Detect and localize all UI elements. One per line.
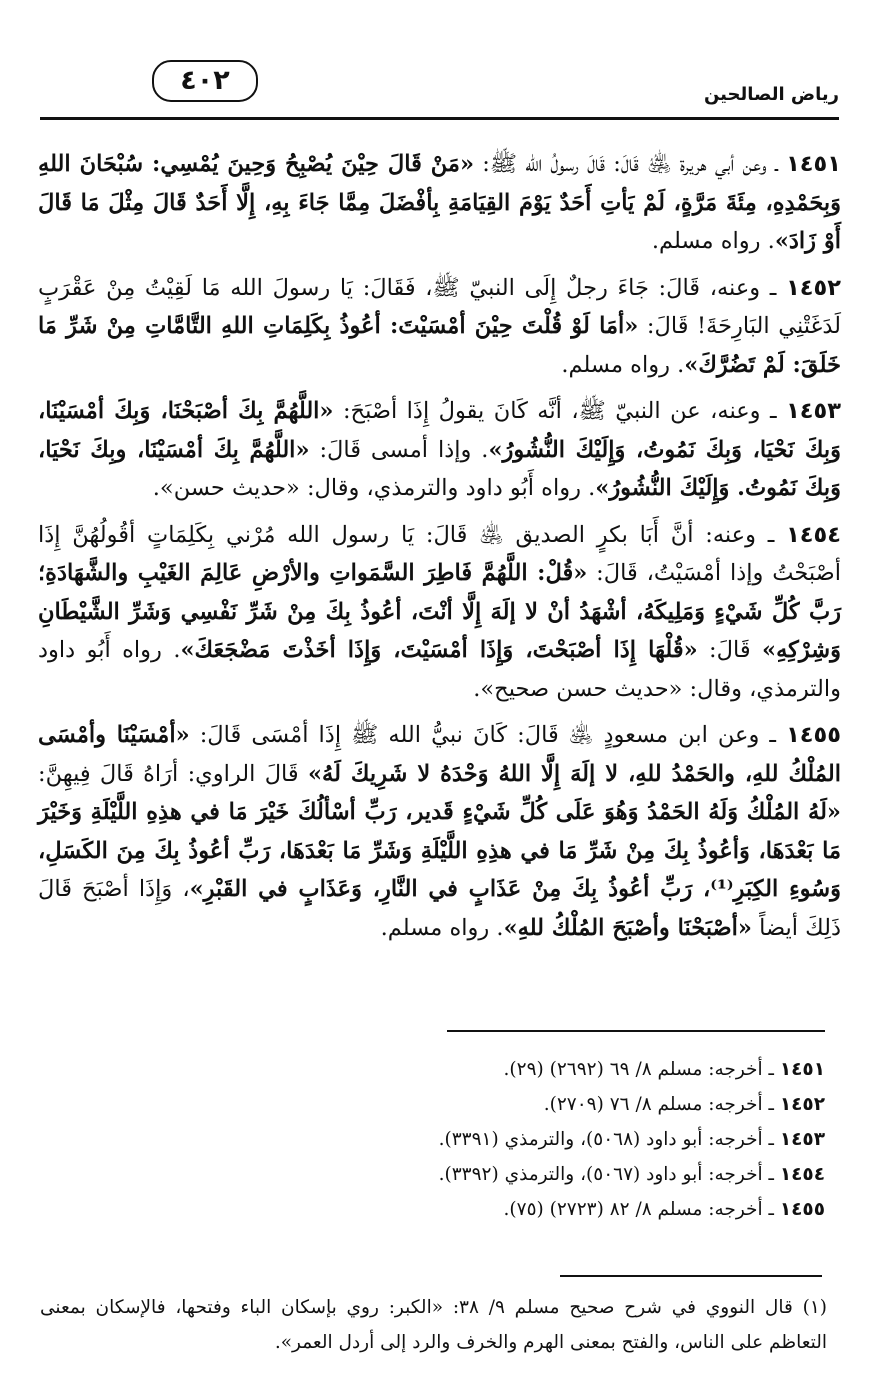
hadith-number: ١٤٥٥ [786,722,842,748]
footnote-text: ـ أخرجه: مسلم ٨/ ٦٩ (٢٦٩٢) (٢٩). [503,1059,780,1080]
hadith-intro: ـ وعن أبي هريرة ﵁ قَالَ: قَالَ رسولُ الله ﷺ: [474,151,787,177]
hadith-dua-2: «لَهُ المُلْكُ وَلَهُ الحَمْدُ وَهُوَ عَلَى كُلِّ شَيْءٍ قَدير، رَبِّ أسْألُكَ خَيْرَ مَا في هذِهِ اللَّيْلَةِ وَخَيْرَ مَا بَعْدَهَا، وَأعُوذُ بِكَ مِنْ شَرِّ مَا في هذِهِ اللَّيْلَةِ وَشَرِّ مَا بَعْدَهَا، رَبِّ أعُوذُ بِكَ مِنَ الكَسَلِ، وَسُوءِ الكِبَرِ⁽¹⁾، رَبِّ أعُوذُ بِكَ مِنْ عَذَابٍ في النَّارِ، وَعَذَابٍ في القَبْرِ» [38,799,841,902]
footnote-1452 [40,1087,825,1122]
footnote-text: ـ أخرجه: أبو داود (٥٠٦٧)، والترمذي (٣٣٩٢). [438,1164,780,1185]
hadith-dua-3: «أصْبَحْنَا وأصْبَحَ المُلْكُ للهِ» [503,914,752,941]
hadith-intro: ـ وعنه: أنَّ أَبَا بكرٍ الصديق ﵁ قَالَ: يَا رسول الله مُرْني بِكَلِمَاتٍ أقُولُهُنَّ إِذَا أصْبَحْتُ وإذا أمْسَيْتُ، قَالَ: [38,521,841,586]
header-rule [40,117,839,120]
hadith-mid: قَالَ: [697,637,763,663]
commentary-note: (١) قال النووي في شرح صحيح مسلم ٩/ ٣٨: «الكبر: روي بإسكان الباء وفتحها، فالإسكان بمعنى التعاظم على الناس، والفتح بمعنى الهرم والخرف والرد إلى أردل العمر». [40,1297,827,1353]
hadith-outro: . رواه مسلم. [380,914,504,941]
hadith-1452 [38,269,841,385]
hadith-dua: «قُلْ: اللَّهُمَّ فَاطِرَ السَّمَواتِ والأرْضِ عَالِمَ الغَيْبِ والشَّهَادَةِ؛ رَبَّ كُلِّ شَيْءٍ وَمَلِيكَهُ، أشْهَدُ أنْ لا إلَهَ إِلَّا أنْتَ، أعُوذُ بِكَ مِنْ شَرِّ نَفْسِي وَشَرِّ الشَّيْطَانِ وَشِرْكِهِ» [38,560,842,663]
hadith-mid-2: ، وَإِذَا أصْبَحَ قَالَ ذَلِكَ أيضاً [38,876,841,941]
footnote-1455 [40,1192,825,1227]
hadith-1453 [38,392,841,508]
hadith-1451 [38,145,841,261]
footnote-number: ١٤٥٣ [779,1129,825,1150]
hadith-outro: . رواه أَبُو داود والترمذي، وقال: «حديث حسن». [152,475,596,501]
hadith-mid: قَالَ الراوي: أرَاهُ قَالَ فِيهِنَّ: [38,760,308,787]
footnote-1453 [40,1122,825,1157]
hadith-intro: ـ وعن ابن مسعودٍ ﵁ قَالَ: كَانَ نبيُّ الله ﷺ إِذَا أمْسَى قَالَ: [189,722,787,748]
running-header [40,60,839,120]
main-text [38,145,841,955]
hadith-number: ١٤٥١ [786,151,841,177]
hadith-outro: . رواه مسلم. [651,228,775,254]
hadith-outro: . رواه أَبُو داود والترمذي، وقال: «حديث حسن صحيح». [38,637,841,702]
hadith-dua: «أمْسَيْنَا وأمْسَى المُلْكُ للهِ، والحَمْدُ للهِ، لا إلَهَ إِلَّا اللهُ وَحْدَهُ لا شَرِيكَ لَهُ» [38,722,841,787]
source-footnotes [40,1052,825,1227]
footnote-number: ١٤٥٢ [779,1094,825,1115]
hadith-dua-2: «اللَّهُمَّ بِكَ أمْسَيْنَا، وبِكَ نَحْيَا، وَبِكَ نَمُوتُ. وَإِلَيْكَ النُّشُورُ» [38,436,841,501]
hadith-intro: ـ وعنه، عن النبيّ ﷺ، أنَّه كَانَ يقولُ إِذَا أصْبَحَ: [333,398,787,424]
hadith-number: ١٤٥٤ [786,521,841,548]
hadith-1455 [38,716,841,947]
hadith-1454 [38,516,841,709]
hadith-outro: . رواه مسلم. [561,351,685,378]
hadith-intro: ـ وعنه، قَالَ: جَاءَ رجلٌ إِلَى النبيّ ﷺ، فَقَالَ: يَا رسولَ الله مَا لَقِيْتُ مِنْ عَقْرَبٍ لَدَغَتْنِي البَارِحَةَ! قَالَ: [38,274,841,339]
hadith-dua: «اللَّهُمَّ بِكَ أصْبَحْنَا، وَبِكَ أمْسَيْنَا، وَبِكَ نَحْيَا، وَبِكَ نَمُوتُ، وَإِلَيْكَ النُّشُورُ» [38,398,841,463]
hadith-dua: «أمَا لَوْ قُلْتَ حِيْنَ أمْسَيْتَ: أعُوذُ بِكَلِمَاتِ اللهِ التَّامَّاتِ مِنْ شَرِّ مَا خَلَقَ: لَمْ تَضُرَّكَ» [38,313,841,378]
footnote-1454 [40,1157,825,1192]
footnote-number: ١٤٥٤ [779,1164,825,1185]
footnote-text: ـ أخرجه: مسلم ٨/ ٧٦ (٢٧٠٩). [543,1094,780,1115]
hadith-dua: «مَنْ قَالَ حِيْنَ يُصْبِحُ وَحِينَ يُمْسِي: سُبْحَانَ اللهِ وَبِحَمْدِهِ، مِئَةَ مَرَّةٍ، لَمْ يَأتِ أَحَدٌ يَوْمَ القِيَامَةِ بِأفْضَلَ مِمَّا جَاءَ بِهِ، إِلَّا أَحَدٌ قَالَ مِثْلَ مَا قَالَ أَوْ زَادَ» [38,151,841,254]
footnote-1451 [40,1052,825,1087]
book-title: رياض الصالحين [703,84,839,105]
hadith-dua-2: «قُلْهَا إِذَا أصْبَحْتَ، وَإِذَا أمْسَيْتَ، وَإِذَا أخَذْتَ مَضْجَعَكَ» [180,637,698,663]
footnote-text: ـ أخرجه: مسلم ٨/ ٨٢ (٢٧٢٣) (٧٥). [503,1199,780,1220]
page-number: ٤٠٢ [152,60,258,102]
hadith-number: ١٤٥٢ [786,274,841,301]
hadith-mid: . وإذا أمسى قَالَ: [309,436,489,463]
footnotes-rule [447,1030,825,1032]
note-rule [560,1275,822,1277]
footnote-number: ١٤٥١ [779,1059,825,1080]
footnote-text: ـ أخرجه: أبو داود (٥٠٦٨)، والترمذي (٣٣٩١). [438,1129,780,1150]
footnote-number: ١٤٥٥ [779,1199,825,1220]
hadith-number: ١٤٥٣ [786,398,841,424]
